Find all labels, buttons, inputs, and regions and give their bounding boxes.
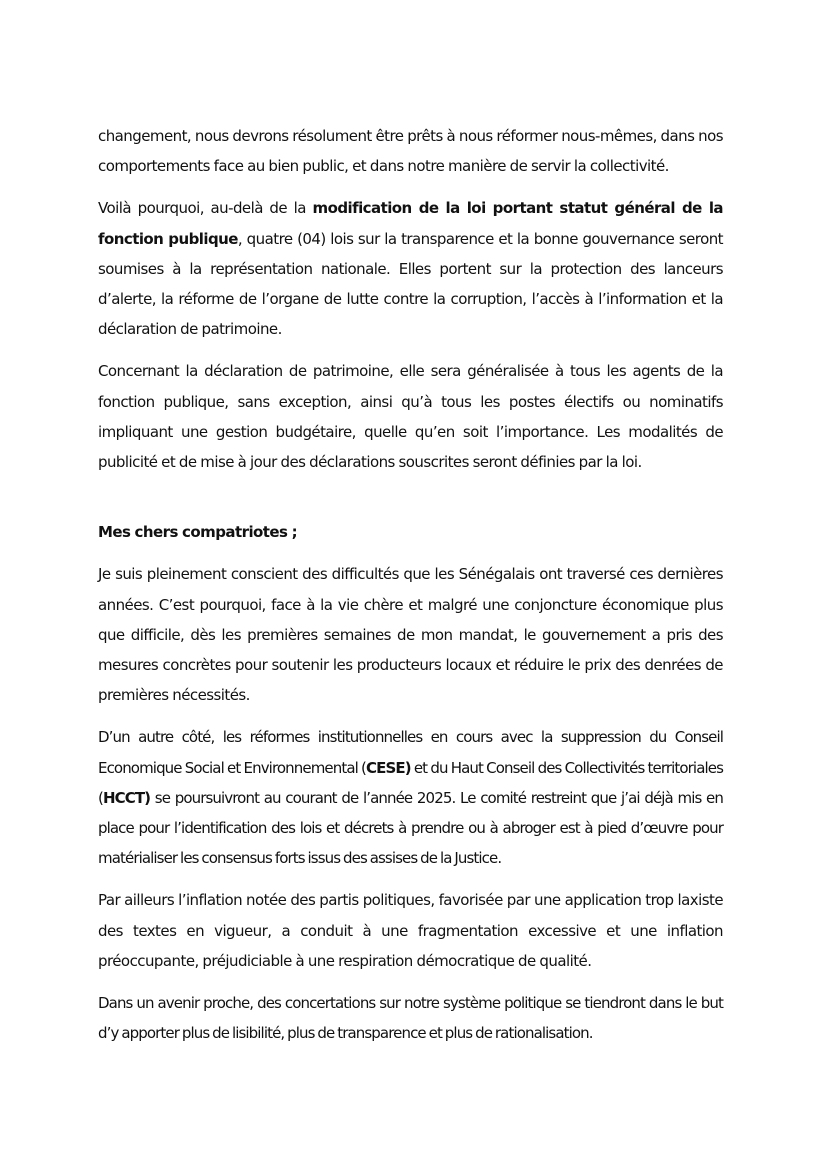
paragraph-transparency-laws	[98, 193, 723, 344]
text-run: et du Haut Conseil des Collectivités territoriales (	[98, 758, 723, 807]
paragraph-reform-ourselves: changement, nous devrons résolument être prêts à nous réformer nous-mêmes, dans nos comportements face au bien public, et dans notre manière de servir la collectivité.	[98, 127, 723, 176]
paragraph-political-parties: Par ailleurs l’inflation notée des partis politiques, favorisée par une application trop laxiste des textes en vigueur, a conduit à une fragmentation excessive et une inflation préoccupante, préjudiciable à une respiration démocratique de qualité.	[98, 891, 723, 970]
paragraph-consultations: Dans un avenir proche, des concertations sur notre système politique se tiendront dans le but d’y apporter plus de lisibilité, plus de transparence et plus de rationalisation.	[98, 994, 723, 1043]
bold-law-title: modification de la loi portant statut général de la fonction publique	[98, 199, 723, 248]
text-run: se poursuivront au courant de l’année 2025. Le comité restreint que j’ai déjà mis en place pour l’identification des lois et décrets à prendre ou à abroger est à pied d’œuvre pour matérialiser les consensus forts issus des assises de la Justice.	[98, 788, 723, 868]
text-run: D’un autre côté, les réformes institutionnelles en cours avec la suppression du Conseil Economique Social et Environnemental (	[98, 728, 723, 777]
section-heading: Mes chers compatriotes ;	[98, 523, 298, 542]
text-run: Voilà pourquoi, au-delà de la	[98, 199, 313, 218]
bold-hcct: HCCT)	[102, 788, 151, 807]
text-run: , quatre (04) lois sur la transparence et la bonne gouvernance seront soumises à la représentation nationale. Elles portent sur la protection des lanceurs d’alerte, la réforme de l’organe de lutte contre la corruption, l’accès à l’information et la déclaration de patrimoine.	[98, 229, 723, 339]
paragraph-cost-of-living: Je suis pleinement conscient des difficultés que les Sénégalais ont traversé ces dernières années. C’est pourquoi, face à la vie chère et malgré une conjoncture économique plus que difficile, dès les premières semaines de mon mandat, le gouvernement a pris des mesures concrètes pour soutenir les producteurs locaux et réduire le prix des denrées de premières nécessités.	[98, 565, 723, 705]
paragraph-asset-declaration: Concernant la déclaration de patrimoine, elle sera généralisée à tous les agents de la fonction publique, sans exception, ainsi qu’à tous les postes électifs ou nominatifs impliquant une gestion budgétaire, quelle qu’en soit l’importance. Les modalités de publicité et de mise à jour des déclarations souscrites seront définies par la loi.	[98, 362, 723, 472]
paragraph-institutional-reforms	[98, 722, 723, 873]
document-page	[98, 121, 723, 1060]
bold-cese: CESE)	[366, 758, 411, 777]
